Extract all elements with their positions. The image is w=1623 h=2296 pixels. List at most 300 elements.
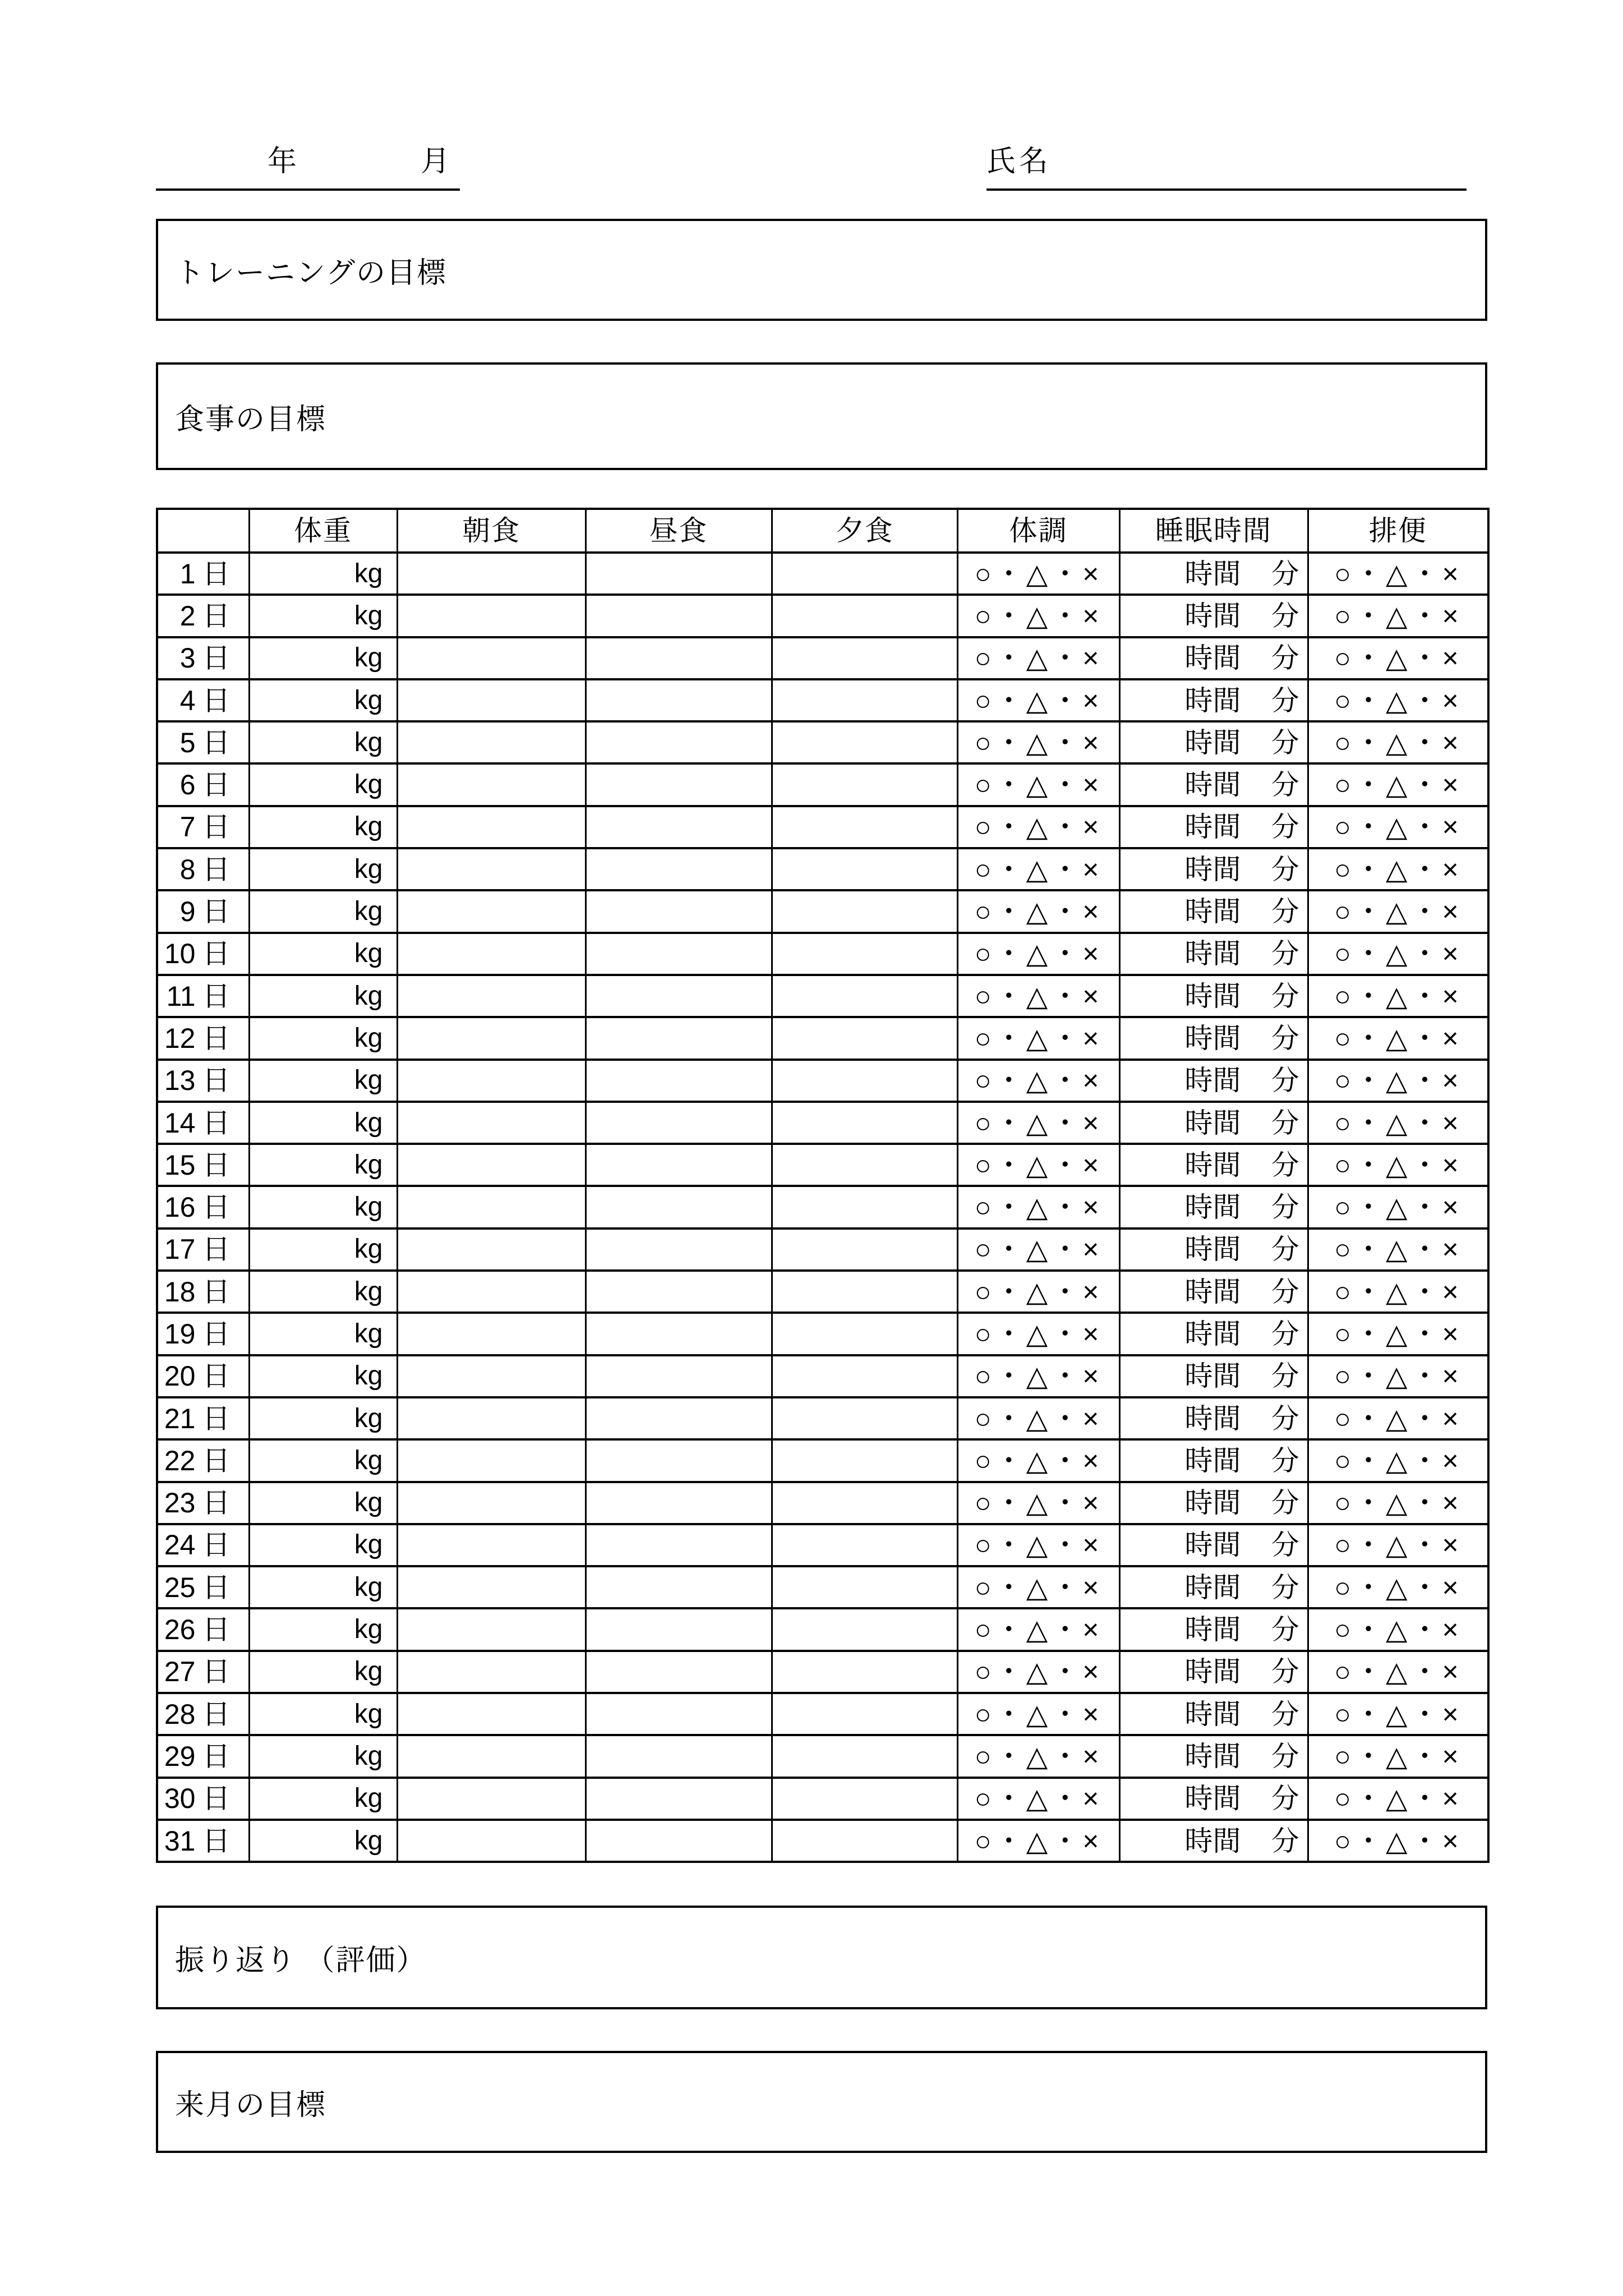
sleep-cell	[1119, 1735, 1308, 1777]
sleep-hours-label: 時間	[1184, 1191, 1241, 1223]
day-cell	[157, 1820, 249, 1862]
sleep-minutes-label: 分	[1271, 1529, 1299, 1561]
lunch-cell	[585, 1566, 772, 1608]
bowel-cell	[1308, 679, 1488, 721]
sleep-cell	[1119, 763, 1308, 806]
day-cell	[157, 1271, 249, 1313]
bowel-cell	[1308, 1397, 1488, 1439]
lunch-cell	[585, 1735, 772, 1777]
weight-cell	[249, 1228, 397, 1271]
sleep-minutes-label: 分	[1271, 1444, 1299, 1476]
bowel-rating-options: ○・△・×	[1334, 1783, 1462, 1815]
sleep-hours-label: 時間	[1184, 853, 1241, 885]
weight-unit: kg	[354, 770, 383, 800]
bowel-cell	[1308, 1778, 1488, 1820]
sleep-cell	[1119, 1482, 1308, 1524]
lunch-cell	[585, 1102, 772, 1144]
lunch-cell	[585, 1608, 772, 1650]
bowel-rating-options: ○・△・×	[1334, 1740, 1462, 1772]
sleep-minutes-label: 分	[1271, 1614, 1299, 1646]
bowel-cell	[1308, 1060, 1488, 1102]
condition-rating-options: ○・△・×	[974, 1614, 1103, 1646]
weight-cell	[249, 1651, 397, 1693]
condition-cell	[957, 1186, 1119, 1228]
breakfast-cell	[397, 763, 585, 806]
day-row-31	[157, 1820, 1488, 1862]
weight-unit: kg	[354, 1488, 383, 1518]
month-label: 月	[421, 145, 451, 178]
weight-unit: kg	[354, 643, 383, 673]
weight-cell	[249, 1313, 397, 1355]
sleep-minutes-label: 分	[1271, 1022, 1299, 1054]
sleep-hours-label: 時間	[1184, 684, 1241, 716]
day-number: 17	[164, 1234, 196, 1266]
day-number: 20	[164, 1360, 196, 1392]
column-header-sleep: 睡眠時間	[1119, 509, 1308, 553]
day-cell	[157, 848, 249, 890]
weight-unit: kg	[354, 1192, 383, 1222]
sleep-hours-label: 時間	[1184, 1444, 1241, 1476]
sleep-cell	[1119, 1693, 1308, 1735]
breakfast-cell	[397, 637, 585, 679]
sleep-minutes-label: 分	[1271, 1065, 1299, 1097]
day-row-12	[157, 1017, 1488, 1059]
dinner-cell	[772, 679, 957, 721]
column-header-lunch: 昼食	[585, 509, 772, 553]
dinner-cell	[772, 1397, 957, 1439]
breakfast-cell	[397, 975, 585, 1017]
breakfast-cell	[397, 1313, 585, 1355]
lunch-cell	[585, 1524, 772, 1566]
year-month-field	[156, 135, 460, 191]
day-cell	[157, 975, 249, 1017]
day-cell	[157, 1228, 249, 1271]
bowel-cell	[1308, 848, 1488, 890]
sleep-hours-label: 時間	[1184, 1149, 1241, 1181]
day-suffix: 日	[202, 1740, 230, 1772]
condition-cell	[957, 1060, 1119, 1102]
weight-cell	[249, 1566, 397, 1608]
weight-unit: kg	[354, 1657, 383, 1687]
day-row-18	[157, 1271, 1488, 1313]
weight-unit: kg	[354, 1614, 383, 1645]
bowel-rating-options: ○・△・×	[1334, 1656, 1462, 1688]
bowel-rating-options: ○・△・×	[1334, 1487, 1462, 1519]
next-month-goal-label: 来月の目標	[175, 2088, 327, 2122]
day-suffix: 日	[202, 1234, 230, 1266]
weight-unit: kg	[354, 1023, 383, 1053]
sleep-cell	[1119, 848, 1308, 890]
weight-cell	[249, 1778, 397, 1820]
weight-cell	[249, 933, 397, 975]
condition-rating-options: ○・△・×	[974, 684, 1103, 716]
day-row-16	[157, 1186, 1488, 1228]
lunch-cell	[585, 1355, 772, 1397]
column-header-bowel: 排便	[1308, 509, 1488, 553]
bowel-rating-options: ○・△・×	[1334, 1698, 1462, 1730]
day-suffix: 日	[202, 853, 230, 885]
reflection-box	[156, 1906, 1487, 2009]
dinner-cell	[772, 1271, 957, 1313]
year-label: 年	[268, 145, 298, 178]
day-suffix: 日	[202, 1825, 230, 1857]
breakfast-cell	[397, 1186, 585, 1228]
day-number: 2	[179, 600, 196, 632]
sleep-cell	[1119, 595, 1308, 637]
day-cell	[157, 1735, 249, 1777]
day-suffix: 日	[202, 600, 230, 632]
lunch-cell	[585, 1439, 772, 1481]
day-number: 14	[164, 1107, 196, 1139]
sleep-hours-label: 時間	[1184, 1107, 1241, 1139]
sleep-hours-label: 時間	[1184, 1783, 1241, 1815]
bowel-rating-options: ○・△・×	[1334, 1234, 1462, 1266]
condition-rating-options: ○・△・×	[974, 1444, 1103, 1476]
weight-unit: kg	[354, 1403, 383, 1433]
day-row-28	[157, 1693, 1488, 1735]
sleep-minutes-label: 分	[1271, 1107, 1299, 1139]
day-cell	[157, 1060, 249, 1102]
condition-rating-options: ○・△・×	[974, 1825, 1103, 1857]
dinner-cell	[772, 933, 957, 975]
day-number: 10	[164, 938, 196, 970]
weight-cell	[249, 890, 397, 932]
column-header-condition: 体調	[957, 509, 1119, 553]
day-suffix: 日	[202, 1191, 230, 1223]
bowel-rating-options: ○・△・×	[1334, 1571, 1462, 1603]
day-suffix: 日	[202, 1149, 230, 1181]
weight-cell	[249, 1060, 397, 1102]
bowel-cell	[1308, 553, 1488, 595]
weight-unit: kg	[354, 1276, 383, 1306]
weight-unit: kg	[354, 600, 383, 631]
sleep-cell	[1119, 890, 1308, 932]
sleep-minutes-label: 分	[1271, 769, 1299, 801]
weight-unit: kg	[354, 981, 383, 1011]
day-suffix: 日	[202, 1360, 230, 1392]
dinner-cell	[772, 1651, 957, 1693]
reflection-label: 振り返り （評価）	[175, 1944, 427, 1977]
bowel-cell	[1308, 933, 1488, 975]
bowel-cell	[1308, 1693, 1488, 1735]
condition-cell	[957, 1651, 1119, 1693]
dinner-cell	[772, 975, 957, 1017]
dinner-cell	[772, 637, 957, 679]
dinner-cell	[772, 806, 957, 848]
day-suffix: 日	[202, 811, 230, 843]
day-row-14	[157, 1102, 1488, 1144]
day-number: 9	[179, 896, 196, 928]
condition-rating-options: ○・△・×	[974, 558, 1103, 590]
breakfast-cell	[397, 1735, 585, 1777]
column-header-breakfast: 朝食	[397, 509, 585, 553]
sleep-hours-label: 時間	[1184, 1614, 1241, 1646]
meal-goal-box	[156, 362, 1487, 470]
day-suffix: 日	[202, 684, 230, 716]
condition-rating-options: ○・△・×	[974, 1529, 1103, 1561]
log-table-body	[157, 553, 1488, 1862]
breakfast-cell	[397, 1482, 585, 1524]
sleep-cell	[1119, 975, 1308, 1017]
day-row-23	[157, 1482, 1488, 1524]
training-goal-box	[156, 219, 1487, 321]
breakfast-cell	[397, 890, 585, 932]
dinner-cell	[772, 1439, 957, 1481]
sleep-minutes-label: 分	[1271, 1402, 1299, 1434]
dinner-cell	[772, 1778, 957, 1820]
sleep-minutes-label: 分	[1271, 1487, 1299, 1519]
dinner-cell	[772, 1144, 957, 1186]
day-cell	[157, 1144, 249, 1186]
dinner-cell	[772, 1017, 957, 1059]
condition-cell	[957, 1271, 1119, 1313]
sleep-hours-label: 時間	[1184, 1571, 1241, 1603]
bowel-rating-options: ○・△・×	[1334, 1107, 1462, 1139]
day-number: 15	[164, 1149, 196, 1181]
sleep-cell	[1119, 1651, 1308, 1693]
weight-unit: kg	[354, 1825, 383, 1856]
bowel-cell	[1308, 975, 1488, 1017]
day-row-8	[157, 848, 1488, 890]
condition-cell	[957, 1524, 1119, 1566]
weight-unit: kg	[354, 1149, 383, 1180]
lunch-cell	[585, 1017, 772, 1059]
condition-rating-options: ○・△・×	[974, 896, 1103, 928]
day-row-19	[157, 1313, 1488, 1355]
dinner-cell	[772, 1060, 957, 1102]
sleep-hours-label: 時間	[1184, 1318, 1241, 1350]
bowel-cell	[1308, 1271, 1488, 1313]
condition-cell	[957, 763, 1119, 806]
day-number: 7	[179, 811, 196, 843]
day-cell	[157, 1186, 249, 1228]
lunch-cell	[585, 721, 772, 763]
sleep-cell	[1119, 1102, 1308, 1144]
sleep-cell	[1119, 637, 1308, 679]
weight-unit: kg	[354, 1361, 383, 1391]
meal-goal-label: 食事の目標	[175, 403, 327, 436]
breakfast-cell	[397, 1820, 585, 1862]
condition-rating-options: ○・△・×	[974, 1698, 1103, 1730]
sleep-hours-label: 時間	[1184, 1022, 1241, 1054]
sleep-cell	[1119, 1271, 1308, 1313]
condition-rating-options: ○・△・×	[974, 1276, 1103, 1308]
weight-cell	[249, 1355, 397, 1397]
day-cell	[157, 1355, 249, 1397]
sleep-minutes-label: 分	[1271, 1234, 1299, 1266]
day-suffix: 日	[202, 1529, 230, 1561]
day-cell	[157, 1102, 249, 1144]
lunch-cell	[585, 1482, 772, 1524]
day-row-15	[157, 1144, 1488, 1186]
sleep-hours-label: 時間	[1184, 1529, 1241, 1561]
breakfast-cell	[397, 1439, 585, 1481]
day-cell	[157, 1693, 249, 1735]
lunch-cell	[585, 1186, 772, 1228]
day-row-3	[157, 637, 1488, 679]
day-cell	[157, 1778, 249, 1820]
condition-cell	[957, 933, 1119, 975]
sleep-minutes-label: 分	[1271, 558, 1299, 590]
bowel-cell	[1308, 1439, 1488, 1481]
condition-cell	[957, 1820, 1119, 1862]
day-suffix: 日	[202, 1022, 230, 1054]
day-number: 11	[166, 980, 196, 1012]
bowel-rating-options: ○・△・×	[1334, 1360, 1462, 1392]
day-row-9	[157, 890, 1488, 932]
sleep-minutes-label: 分	[1271, 980, 1299, 1012]
day-suffix: 日	[202, 1698, 230, 1730]
weight-unit: kg	[354, 1234, 383, 1264]
breakfast-cell	[397, 1228, 585, 1271]
table-header-row	[157, 509, 1488, 553]
day-cell	[157, 595, 249, 637]
bowel-cell	[1308, 1102, 1488, 1144]
condition-rating-options: ○・△・×	[974, 1107, 1103, 1139]
weight-cell	[249, 806, 397, 848]
condition-cell	[957, 1144, 1119, 1186]
sleep-minutes-label: 分	[1271, 896, 1299, 928]
condition-cell	[957, 1608, 1119, 1650]
weight-unit: kg	[354, 896, 383, 927]
sleep-minutes-label: 分	[1271, 1149, 1299, 1181]
bowel-cell	[1308, 890, 1488, 932]
column-header-dinner: 夕食	[772, 509, 957, 553]
bowel-rating-options: ○・△・×	[1334, 558, 1462, 590]
dinner-cell	[772, 1186, 957, 1228]
weight-unit: kg	[354, 1741, 383, 1771]
sleep-hours-label: 時間	[1184, 1360, 1241, 1392]
day-row-29	[157, 1735, 1488, 1777]
condition-cell	[957, 1693, 1119, 1735]
lunch-cell	[585, 1228, 772, 1271]
sleep-cell	[1119, 1144, 1308, 1186]
sleep-cell	[1119, 679, 1308, 721]
bowel-cell	[1308, 1017, 1488, 1059]
weight-cell	[249, 1820, 397, 1862]
day-number: 6	[179, 769, 196, 801]
day-suffix: 日	[202, 1107, 230, 1139]
day-suffix: 日	[202, 1276, 230, 1308]
condition-rating-options: ○・△・×	[974, 1234, 1103, 1266]
dinner-cell	[772, 1355, 957, 1397]
dinner-cell	[772, 1820, 957, 1862]
column-header-weight: 体重	[249, 509, 397, 553]
day-row-22	[157, 1439, 1488, 1481]
sleep-cell	[1119, 1313, 1308, 1355]
day-number: 3	[179, 642, 196, 674]
weight-cell	[249, 637, 397, 679]
day-row-27	[157, 1651, 1488, 1693]
sleep-hours-label: 時間	[1184, 726, 1241, 758]
weight-cell	[249, 848, 397, 890]
day-number: 24	[164, 1529, 196, 1561]
condition-rating-options: ○・△・×	[974, 769, 1103, 801]
bowel-cell	[1308, 1186, 1488, 1228]
weight-unit: kg	[354, 1318, 383, 1349]
day-row-20	[157, 1355, 1488, 1397]
condition-cell	[957, 1439, 1119, 1481]
bowel-rating-options: ○・△・×	[1334, 811, 1462, 843]
bowel-cell	[1308, 763, 1488, 806]
sleep-minutes-label: 分	[1271, 1571, 1299, 1603]
day-cell	[157, 1017, 249, 1059]
weight-unit: kg	[354, 1445, 383, 1475]
day-number: 18	[164, 1276, 196, 1308]
day-number: 25	[164, 1571, 196, 1603]
day-cell	[157, 1397, 249, 1439]
condition-rating-options: ○・△・×	[974, 980, 1103, 1012]
sleep-hours-label: 時間	[1184, 811, 1241, 843]
weight-cell	[249, 1271, 397, 1313]
sleep-minutes-label: 分	[1271, 684, 1299, 716]
condition-rating-options: ○・△・×	[974, 1656, 1103, 1688]
weight-cell	[249, 1524, 397, 1566]
weight-cell	[249, 975, 397, 1017]
weight-cell	[249, 1186, 397, 1228]
bowel-rating-options: ○・△・×	[1334, 769, 1462, 801]
condition-cell	[957, 1566, 1119, 1608]
dinner-cell	[772, 721, 957, 763]
breakfast-cell	[397, 721, 585, 763]
day-suffix: 日	[202, 1402, 230, 1434]
condition-cell	[957, 975, 1119, 1017]
bowel-cell	[1308, 806, 1488, 848]
day-number: 4	[179, 684, 196, 716]
breakfast-cell	[397, 679, 585, 721]
breakfast-cell	[397, 1693, 585, 1735]
lunch-cell	[585, 763, 772, 806]
condition-cell	[957, 848, 1119, 890]
sleep-minutes-label: 分	[1271, 1276, 1299, 1308]
breakfast-cell	[397, 595, 585, 637]
day-cell	[157, 806, 249, 848]
sleep-hours-label: 時間	[1184, 1065, 1241, 1097]
lunch-cell	[585, 848, 772, 890]
dinner-cell	[772, 890, 957, 932]
weight-unit: kg	[354, 1107, 383, 1138]
condition-cell	[957, 1313, 1119, 1355]
condition-cell	[957, 1778, 1119, 1820]
lunch-cell	[585, 1651, 772, 1693]
day-number: 13	[164, 1065, 196, 1097]
weight-cell	[249, 1102, 397, 1144]
breakfast-cell	[397, 553, 585, 595]
lunch-cell	[585, 1397, 772, 1439]
day-number: 1	[179, 558, 196, 590]
sleep-cell	[1119, 933, 1308, 975]
breakfast-cell	[397, 1397, 585, 1439]
bowel-rating-options: ○・△・×	[1334, 1065, 1462, 1097]
sleep-hours-label: 時間	[1184, 938, 1241, 970]
weight-unit: kg	[354, 938, 383, 969]
day-cell	[157, 763, 249, 806]
day-row-21	[157, 1397, 1488, 1439]
breakfast-cell	[397, 933, 585, 975]
lunch-cell	[585, 975, 772, 1017]
name-label: 氏名	[986, 145, 1052, 178]
sleep-cell	[1119, 1566, 1308, 1608]
breakfast-cell	[397, 1778, 585, 1820]
condition-rating-options: ○・△・×	[974, 811, 1103, 843]
day-cell	[157, 721, 249, 763]
day-cell	[157, 637, 249, 679]
sleep-minutes-label: 分	[1271, 1783, 1299, 1815]
dinner-cell	[772, 1735, 957, 1777]
condition-cell	[957, 595, 1119, 637]
lunch-cell	[585, 679, 772, 721]
condition-rating-options: ○・△・×	[974, 1318, 1103, 1350]
